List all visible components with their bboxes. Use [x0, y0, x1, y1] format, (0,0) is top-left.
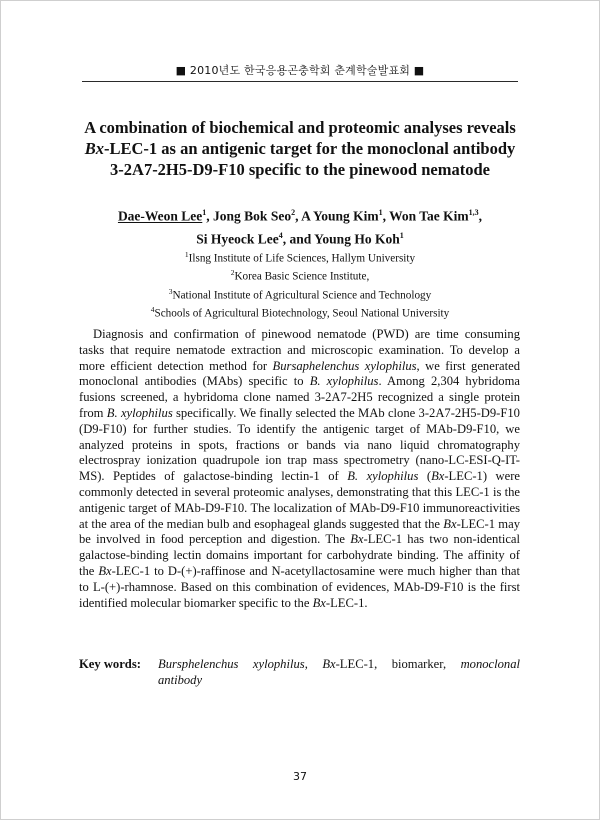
affiliation-text: Ilsng Institute of Life Sciences, Hallym University	[188, 252, 416, 265]
author-sep: ,	[206, 208, 214, 224]
abstract-italic: Bx	[98, 563, 112, 578]
author-sep: ,	[295, 208, 302, 224]
paper-title	[60, 117, 540, 180]
affiliation-sup: 4	[150, 304, 155, 314]
author-name: A Young Kim	[301, 208, 379, 224]
abstract-text: specifically. We finally selected the MAb clone 3-2A7-2H5-D9-F10 (D9-F10) for further studies. To identify the antigenic target of MAb-D9-F10, we analyzed proteins in spots, fractions or bands via nano liquid chromatography electrospray ionization quadrupole ion trap mass spectrometry (nano-LC-ESI-Q-IT-MS). Peptides of galactose-binding lectin-1 of	[79, 405, 520, 484]
affiliation-text: Korea Basic Science Institute,	[234, 271, 370, 284]
affiliation-text: Schools of Agricultural Biotechnology, Seoul National University	[154, 307, 450, 320]
header-rule	[82, 81, 518, 82]
title-line-1: A combination of biochemical and proteomic analyses reveals	[84, 118, 516, 137]
affiliation-item	[60, 248, 540, 266]
affiliation-item	[60, 303, 540, 321]
author-sup: 1,3	[468, 208, 479, 217]
abstract-text: Diagnosis and confirmation of pinewood nematode (PWD) are time consuming tasks that require nematode extraction and microscopic examination. To develop a more efficient detection method for	[79, 327, 520, 373]
abstract-text: -LEC-1) were commonly detected in several proteomic analyses, demonstrating that this LEC-1 is the antigenic target of MAb-D9-F10. The localization of MAb-D9-F10 immunoreactivities at the area of the median bulb and esophageal glands suggested that the	[79, 469, 520, 531]
title-italic-bx: Bx	[84, 139, 104, 158]
author-line-1	[60, 203, 540, 226]
keyword-italic: monoclonal antibody	[158, 657, 521, 687]
page-number: 37	[293, 770, 307, 783]
abstract-italic: B. xylophilus	[347, 469, 419, 484]
author-sup: 1	[202, 208, 207, 217]
keyword-italic: Bursphelenchus xylophilus	[158, 657, 305, 671]
author-sup: 4	[278, 230, 283, 240]
author-sup: 2	[291, 208, 296, 217]
keyword-text: -LEC-1, biomarker,	[335, 657, 461, 671]
keywords-block	[79, 656, 520, 688]
abstract-text: -LEC-1 may be involved in food perception and digestion. The	[79, 516, 520, 547]
author-sep: , and	[282, 231, 315, 246]
affiliation-sup: 1	[184, 250, 189, 259]
affiliation-item	[60, 285, 540, 303]
abstract-italic: Bx	[312, 595, 326, 610]
author-list	[60, 203, 540, 248]
abstract-italic: Bursaphelenchus xylophilus	[272, 358, 417, 373]
keywords-list	[158, 656, 520, 688]
author-name: Si Hyeock Lee	[196, 231, 279, 246]
abstract-italic: Bx	[431, 469, 445, 484]
abstract-paragraph	[79, 327, 520, 611]
affiliation-sup: 2	[230, 268, 235, 278]
author-sup: 1	[378, 208, 383, 217]
title-line-2	[60, 138, 540, 159]
abstract-text: -LEC-1 to D-(+)-raffinose and N-acetyllactosamine were much higher than that to L-(+)-rhamnose. Based on this combination of evidences, MAb-D9-F10 is the first identified molecular biomarker specific to the	[79, 563, 520, 610]
author-name: Young Ho Koh	[314, 231, 400, 246]
abstract-italic: B. xylophilus	[309, 374, 379, 389]
abstract-text: -LEC-1 has two non-identical galactose-binding lectin domains important for carbohydrate binding. The affinity of the	[79, 532, 520, 578]
affiliation-sup: 3	[168, 286, 173, 296]
author-name: Won Tae Kim	[389, 208, 469, 224]
title-line-2-rest: -LEC-1 as an antigenic target for the monoclonal antibody	[103, 139, 516, 158]
abstract-italic: B. xylophilus	[106, 405, 173, 420]
abstract-italic: Bx	[350, 532, 364, 547]
affiliation-item	[60, 266, 540, 284]
author-sep: ,	[382, 208, 390, 224]
author-name: Jong Bok Seo	[213, 208, 292, 224]
author-sup: 1	[399, 230, 404, 240]
abstract-text: . Among 2,304 hybridoma fusions screened, a hybridoma clone named 3-2A7-2H5 recognized a single protein from	[79, 374, 520, 420]
author-name: Dae-Weon Lee	[117, 208, 203, 224]
keywords-label: Key words:	[79, 657, 141, 671]
affiliation-list	[60, 248, 540, 321]
keyword-italic: Bx	[322, 657, 336, 671]
author-sep: ,	[478, 208, 483, 224]
conference-header: ■ 2010년도 한국응용곤충학회 춘계학술발표회 ■	[175, 64, 425, 77]
abstract-text: -LEC-1.	[325, 595, 368, 610]
affiliation-text: National Institute of Agricultural Science and Technology	[172, 289, 432, 302]
keyword-text: ,	[304, 657, 323, 671]
abstract-text: , we first generated monoclonal antibodies (MAbs) specific to	[79, 358, 520, 389]
abstract-italic: Bx	[443, 516, 457, 531]
title-line-3: 3-2A7-2H5-D9-F10 specific to the pinewood nematode	[110, 160, 490, 179]
abstract-text: (	[418, 469, 432, 484]
author-line-2	[60, 226, 540, 249]
